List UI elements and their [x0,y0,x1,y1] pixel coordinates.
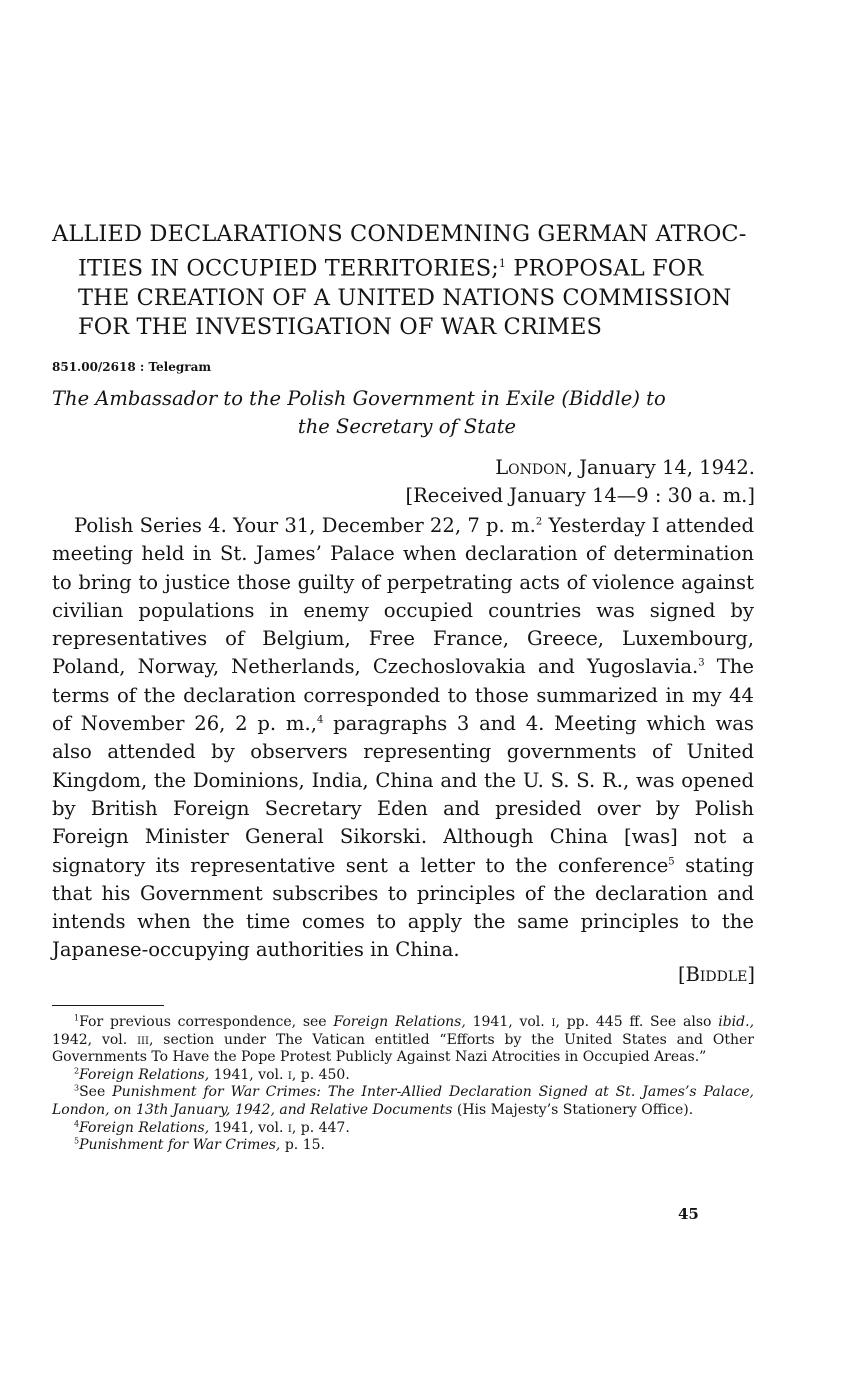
footnote-number: 3 [74,1083,80,1093]
document-heading [52,385,762,441]
footnote-ref: 5 [668,856,675,868]
telegram-body [52,512,754,965]
footnote-text: 1941, vol. [465,1014,552,1030]
footnote-text: Punishment for War Crimes, [79,1137,281,1154]
footnotes [52,1014,754,1155]
footnote-text: Foreign Relations, [79,1119,210,1136]
footnote-text: , pp. 445 ff. See also [555,1014,719,1030]
footnote-text: See [79,1084,113,1101]
body-text: Yesterday I attended meeting held in St. James’ Palace when declaration of determination to bring to justice those guilty of perpetrating acts of violence against civilian populations in enemy occupied countries was signed by representatives of Belgium, Free France, Greece, Luxembourg, Poland, Norway, Netherlands, Czechoslovakia and Yugoslavia. [52,514,754,679]
chapter-title [52,220,762,342]
heading-line: The Ambassador to the Polish Government in Exile (Biddle) to [52,387,666,410]
footnote-text: Foreign Relations, [79,1066,210,1083]
heading-line: the Secretary of State [297,415,517,438]
dateline-received: [Received January 14—9 : 30 a. m.] [405,484,755,507]
footnote-text: Punishment for War Crimes: The Inter-Allied Declaration Signed at St. James’s Palace, London, on 13th January, 1942, and Relative Documents [52,1084,754,1118]
footnote-text: , p. 447. [291,1119,350,1136]
dateline [405,454,755,510]
footnote-number: 5 [74,1136,80,1146]
footnote-number: 2 [74,1066,80,1076]
title-text: ITIES IN OCCUPIED TERRITORIES; [78,255,499,282]
footnote-number: 4 [74,1118,80,1128]
dateline-date: January 14, 1942. [573,456,755,479]
body-text: The terms of the declaration corresponded to those summarized in my 44 of November 26, 2 p. m., [52,655,755,736]
title-line: FOR THE INVESTIGATION OF WAR CRIMES [78,313,603,340]
footnote-ref: 1 [498,257,506,270]
footnote-text: , section under The Vatican entitled “Efforts by the United States and Other Governments To Have the Pope Protest Publicly Against Nazi Atrocities in Occupied Areas.” [52,1031,754,1066]
footnote-text: i [287,1066,292,1083]
footnote-text: , p. 450. [291,1066,350,1083]
dateline-place: London, [495,456,574,479]
title-line: THE CREATION OF A UNITED NATIONS COMMISSION [78,284,732,311]
footnote-text: i [287,1119,292,1136]
footnote-1 [52,1014,754,1067]
footnote-divider [52,1005,164,1006]
title-line: ALLIED DECLARATIONS CONDEMNING GERMAN ATROC- [52,221,747,247]
footnote-2 [52,1067,754,1085]
title-line [52,249,762,284]
footnote-4 [52,1120,754,1138]
footnote-text: (His Majesty’s Stationery Office). [452,1101,694,1118]
footnote-text: i [551,1014,556,1030]
footnote-text: ibid., [718,1014,755,1030]
signature: [Biddle] [677,963,755,986]
footnote-ref: 4 [316,714,324,726]
footnote-ref: 2 [535,516,543,528]
title-text: PROPOSAL FOR [506,255,704,282]
page-number: 45 [678,1205,699,1223]
footnote-text: 1942, vol. [52,1031,138,1048]
footnote-text: p. 15. [280,1137,325,1154]
footnote-text: For previous correspondence, see [79,1014,334,1030]
file-number: 851.00/2618 : Telegram [52,360,212,374]
footnote-5 [52,1137,754,1155]
body-text: stating that his Government subscribes to principles of the declaration and intends when the time comes to apply the same principles to the Japanese-occupying authorities in China. [52,853,754,962]
body-text: Polish Series 4. Your 31, December 22, 7 p. m. [74,514,536,537]
footnote-number: 1 [74,1013,80,1023]
footnote-ref: 3 [698,657,705,669]
footnote-text: iii [137,1031,149,1048]
footnote-text: 1941, vol. [209,1119,288,1136]
dateline-sent [405,454,755,482]
footnote-3 [52,1084,754,1119]
body-text: paragraphs 3 and 4. Meeting which was also attended by observers representing governments of United Kingdom, the Dominions, India, China and the U. S. S. R., was opened by British Foreign Secretary Eden and presided over by Polish Foreign Minister General Sikorski. Although China [was] not a signatory its representative sent a letter to the conference [52,712,754,877]
footnote-text: Foreign Relations, [333,1014,466,1030]
footnote-text: 1941, vol. [209,1066,288,1083]
